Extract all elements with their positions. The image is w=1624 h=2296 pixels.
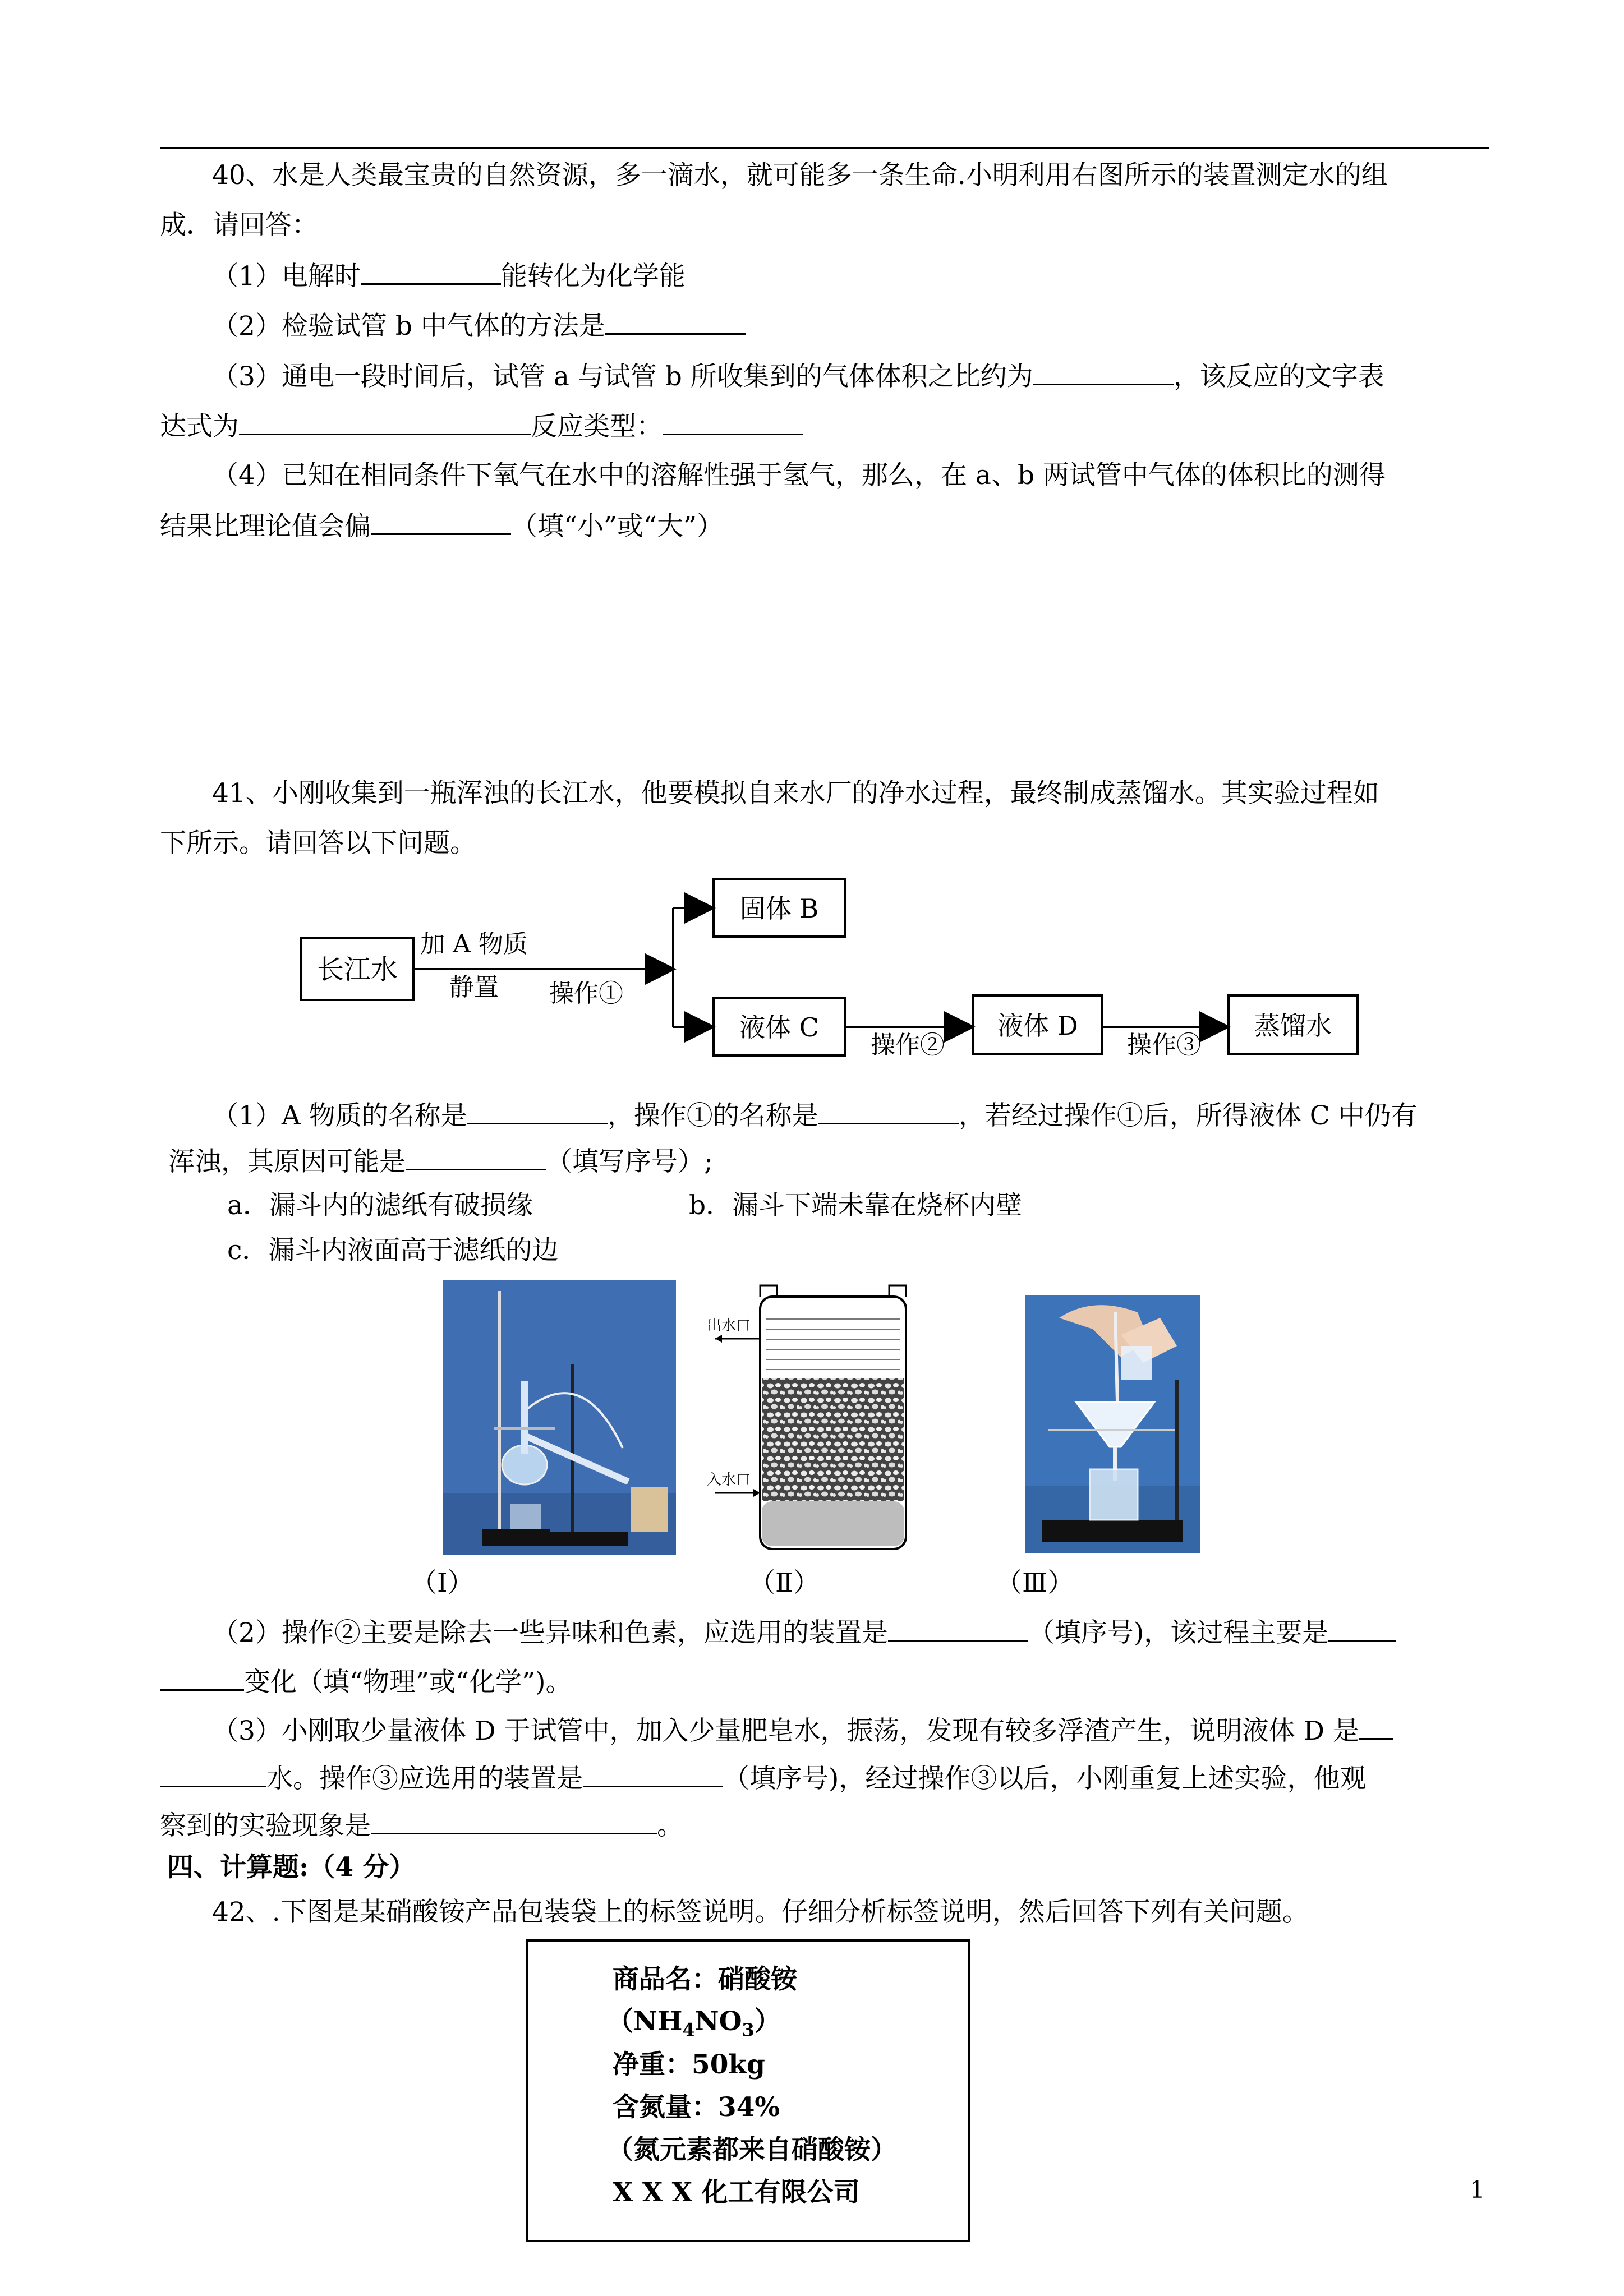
q41-part1-text-e: （填写序号）; bbox=[546, 1146, 713, 1177]
formula-close: ） bbox=[754, 2006, 781, 2037]
label-net-weight: 净重：50kg bbox=[613, 2049, 765, 2080]
answer-blank[interactable] bbox=[818, 1098, 959, 1124]
q41-part2-text-c: 变化（填“物理”或“化学”)。 bbox=[244, 1667, 572, 1698]
label-nitrogen-content: 含氮量：34% bbox=[613, 2092, 780, 2123]
q40-part4-text-b: 结果比理论值会偏 bbox=[160, 511, 371, 542]
q41-part2-text-a: （2）操作②主要是除去一些异味和色素，应选用的装置是 bbox=[212, 1617, 888, 1648]
q40-intro-line1: 40、水是人类最宝贵的自然资源，多一滴水，就可能多一条生命.小明利用右图所示的装置测定水的组 bbox=[212, 160, 1388, 191]
page-number: 1 bbox=[1470, 2176, 1485, 2203]
q41-part2-line1 bbox=[212, 1615, 1396, 1650]
answer-blank[interactable] bbox=[160, 1761, 266, 1787]
flow-liquid-c-label: 液体 C bbox=[739, 1012, 819, 1043]
q41-part1-line2 bbox=[168, 1144, 713, 1179]
label-product-name: 商品名：硝酸铵 bbox=[613, 1964, 797, 1995]
answer-blank[interactable] bbox=[467, 1098, 608, 1124]
q41-part1-text-a: （1）A 物质的名称是 bbox=[212, 1100, 467, 1131]
q40-part3-text-b: ，该反应的文字表 bbox=[1173, 361, 1384, 392]
section-4-heading: 四、计算题:（4 分） bbox=[167, 1852, 416, 1883]
q40-part3-text-a: （3）通电一段时间后，试管 a 与试管 b 所收集到的气体体积之比约为 bbox=[212, 361, 1033, 392]
q40-part3-text-c: 达式为 bbox=[160, 411, 239, 442]
figure-caption-1: （Ⅰ） bbox=[411, 1567, 474, 1598]
flow-step1-bottom-label: 静置 bbox=[449, 973, 499, 1002]
flow-solid-label: 固体 B bbox=[739, 893, 819, 924]
flow-start-label: 长江水 bbox=[316, 954, 398, 985]
label-formula bbox=[607, 2000, 781, 2040]
inlet-label: 入水口 bbox=[707, 1472, 751, 1488]
q41-intro-line2: 下所示。请回答以下问题。 bbox=[160, 828, 476, 859]
answer-blank[interactable] bbox=[406, 1144, 546, 1170]
q41-part3-line2 bbox=[160, 1761, 1366, 1796]
q40-part2-text: （2）检验试管 b 中气体的方法是 bbox=[212, 311, 605, 342]
figure-caption-3: （Ⅲ） bbox=[996, 1567, 1074, 1598]
label-company: X X X 化工有限公司 bbox=[613, 2177, 860, 2208]
q41-option-c: c．漏斗内液面高于滤纸的边 bbox=[227, 1235, 559, 1266]
adsorption-column-diagram bbox=[698, 1280, 951, 1555]
answer-blank[interactable] bbox=[371, 1808, 657, 1834]
q41-part3-text-d: 察到的实验现象是 bbox=[160, 1810, 371, 1841]
outlet-label: 出水口 bbox=[707, 1317, 751, 1334]
formula-sub-2: 3 bbox=[742, 2019, 755, 2041]
formula-mid: NO bbox=[694, 2006, 742, 2037]
q41-part3-text-c: （填序号)，经过操作③以后，小刚重复上述实验，他观 bbox=[723, 1763, 1367, 1794]
flow-op2-label: 操作② bbox=[871, 1031, 945, 1059]
answer-blank[interactable] bbox=[888, 1615, 1028, 1642]
q41-part1-text-d: 浑浊，其原因可能是 bbox=[168, 1146, 406, 1177]
filtration-apparatus-image bbox=[1025, 1295, 1200, 1553]
formula-sub-1: 4 bbox=[682, 2019, 695, 2041]
flow-step1-top-label: 加 A 物质 bbox=[420, 930, 528, 958]
q40-part4-text-c: （填“小”或“大”） bbox=[511, 511, 724, 542]
q42-intro: 42、.下图是某硝酸铵产品包装袋上的标签说明。仔细分析标签说明，然后回答下列有关问题。 bbox=[212, 1897, 1309, 1928]
q41-part1-text-b: ，操作①的名称是 bbox=[607, 1100, 818, 1131]
label-note: （氮元素都来自硝酸铵） bbox=[607, 2134, 897, 2165]
q41-part3-line1 bbox=[212, 1713, 1393, 1748]
q41-part2-line2 bbox=[160, 1665, 572, 1699]
flow-liquid-d-label: 液体 D bbox=[997, 1011, 1078, 1041]
q40-part1-text-b: 能转化为化学能 bbox=[500, 261, 686, 292]
figure-caption-2: （Ⅱ） bbox=[749, 1567, 820, 1598]
q41-option-b: b．漏斗下端未靠在烧杯内壁 bbox=[689, 1190, 1023, 1221]
q40-part4-line1: （4）已知在相同条件下氧气在水中的溶解性强于氢气，那么，在 a、b 两试管中气体的体积比的测得 bbox=[212, 460, 1386, 491]
answer-blank[interactable] bbox=[1359, 1713, 1393, 1740]
q41-option-a: a．漏斗内的滤纸有破损缘 bbox=[227, 1190, 533, 1221]
answer-blank[interactable] bbox=[583, 1761, 723, 1787]
q41-part3-text-e: 。 bbox=[657, 1810, 683, 1841]
q41-part3-line3 bbox=[160, 1808, 683, 1843]
q41-part1-line1 bbox=[212, 1098, 1418, 1133]
product-label-box bbox=[526, 1939, 970, 2242]
flow-op3-label: 操作③ bbox=[1127, 1031, 1201, 1059]
q40-part1-text-a: （1）电解时 bbox=[212, 261, 361, 292]
answer-blank[interactable] bbox=[160, 1665, 244, 1691]
q41-part3-text-b: 水。操作③应选用的装置是 bbox=[266, 1763, 583, 1794]
distillation-apparatus-image bbox=[443, 1280, 676, 1555]
q41-part3-text-a: （3）小刚取少量液体 D 于试管中，加入少量肥皂水，振荡，发现有较多浮渣产生，说明液体 D 是 bbox=[212, 1716, 1360, 1746]
q41-part2-text-b: （填序号)，该过程主要是 bbox=[1028, 1617, 1329, 1648]
q40-intro-line2: 成．请回答： bbox=[160, 210, 318, 241]
q41-part1-text-c: ，若经过操作①后，所得液体 C 中仍有 bbox=[958, 1100, 1418, 1131]
answer-blank[interactable] bbox=[1328, 1615, 1396, 1642]
q41-intro-line1: 41、小刚收集到一瓶浑浊的长江水，他要模拟自来水厂的净水过程，最终制成蒸馏水。其实验过程如 bbox=[212, 778, 1379, 809]
formula-open: （NH bbox=[607, 2006, 683, 2037]
q40-part3-text-d: 反应类型： bbox=[531, 411, 663, 442]
flow-op1-label: 操作① bbox=[549, 979, 623, 1008]
flow-end-label: 蒸馏水 bbox=[1254, 1011, 1332, 1041]
